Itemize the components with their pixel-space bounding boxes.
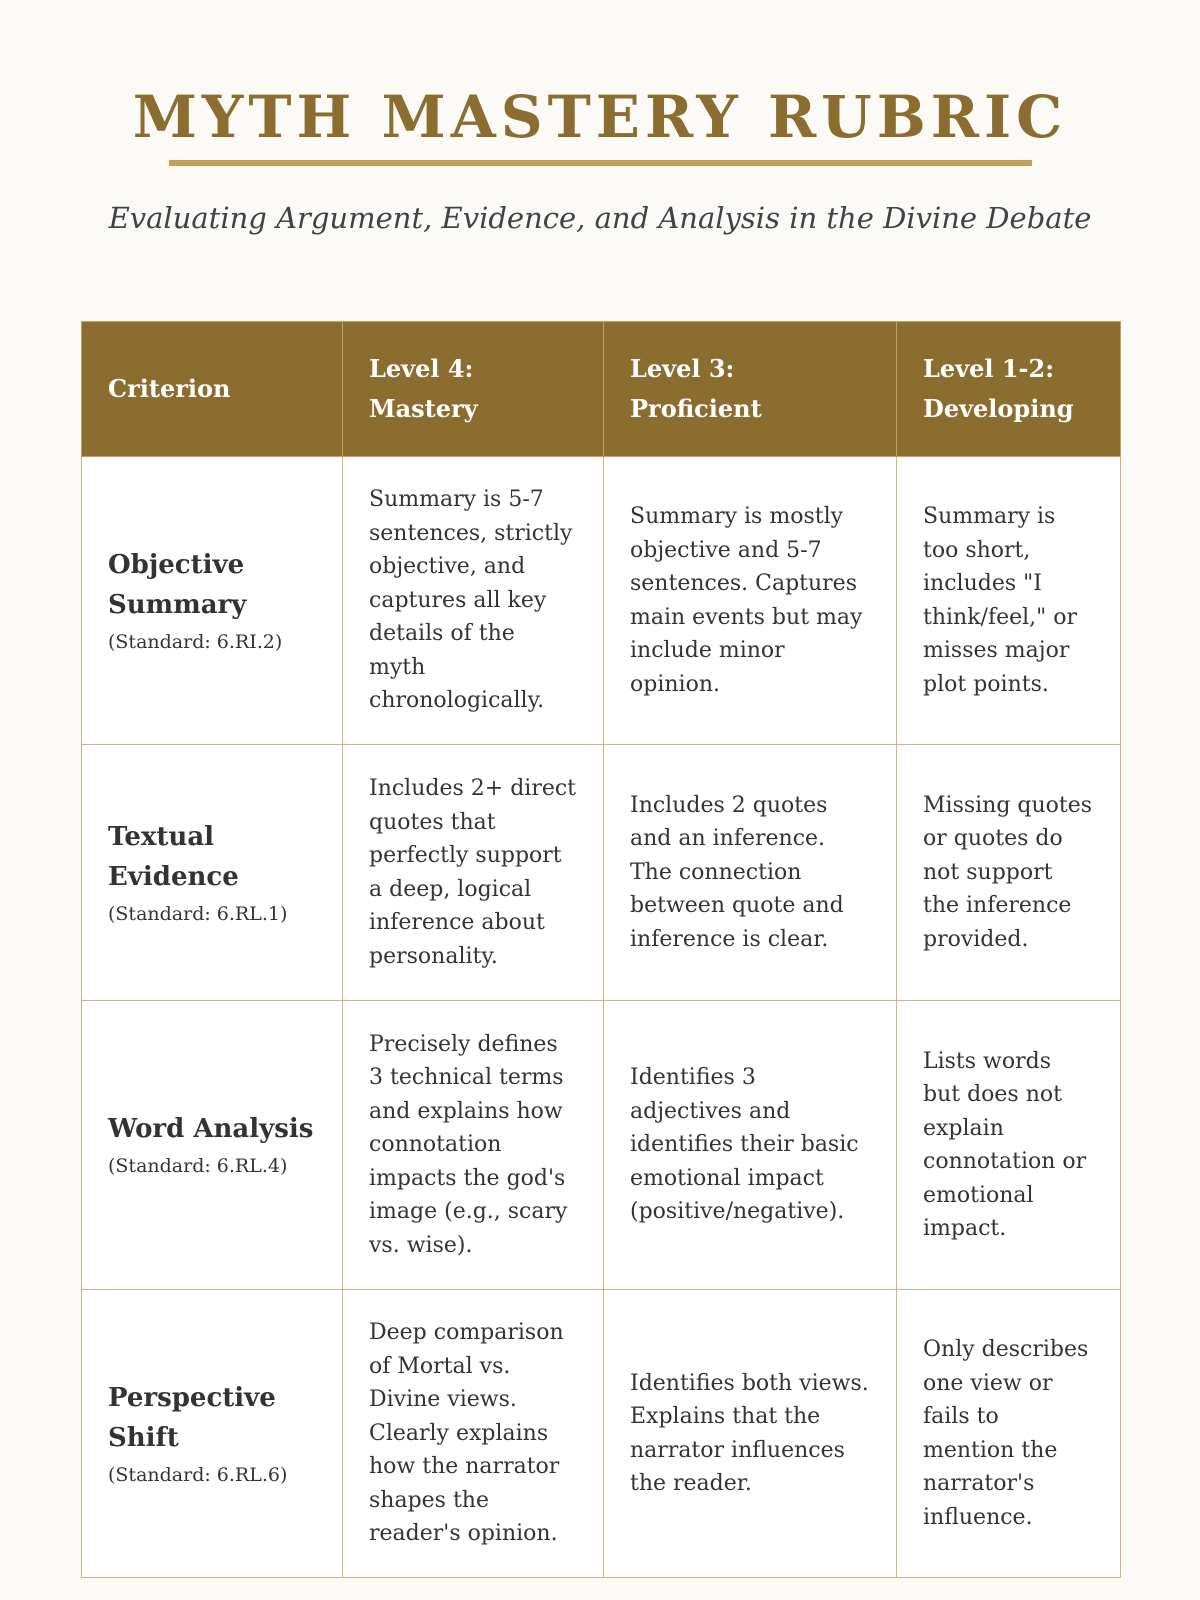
rubric-table bbox=[81, 321, 1121, 1578]
criterion-standard: (Standard: 6.RL.4) bbox=[108, 1155, 288, 1177]
header-row bbox=[82, 322, 1121, 457]
header-criterion bbox=[82, 322, 343, 457]
level-4-cell: Precisely defines 3 technical terms and explains how connotation impacts the god's image (e.g., scary vs. wise). bbox=[343, 1001, 604, 1290]
header-level-1-2-label: Level 1-2: bbox=[923, 354, 1055, 383]
table-row bbox=[82, 1001, 1121, 1290]
level-1-2-cell: Missing quotes or quotes do not support the inference provided. bbox=[897, 745, 1121, 1001]
level-3-cell: Identifies 3 adjectives and identifies their basic emotional impact (positive/negative). bbox=[604, 1001, 897, 1290]
criterion-cell bbox=[82, 457, 343, 745]
criterion-name: Perspective Shift bbox=[108, 1382, 276, 1453]
header-level-3-name: Proficient bbox=[630, 394, 762, 423]
page-title: MYTH MASTERY RUBRIC bbox=[132, 83, 1068, 151]
criterion-standard: (Standard: 6.RI.2) bbox=[108, 630, 283, 653]
header-level-4-label: Level 4: bbox=[369, 354, 474, 383]
level-1-2-cell: Only describes one view or fails to mention the narrator's influence. bbox=[897, 1290, 1121, 1578]
header-level-3-label: Level 3: bbox=[630, 354, 735, 383]
level-4-cell: Summary is 5-7 sentences, strictly objective, and captures all key details of the myth chronologically. bbox=[343, 457, 604, 745]
page-subtitle: Evaluating Argument, Evidence, and Analysis in the Divine Debate bbox=[108, 201, 1092, 235]
criterion-standard: (Standard: 6.RL.6) bbox=[108, 1463, 288, 1486]
rubric-header bbox=[82, 322, 1121, 457]
header-level-3 bbox=[604, 322, 897, 457]
table-row bbox=[82, 457, 1121, 745]
level-3-cell: Includes 2 quotes and an inference. The connection between quote and inference is clear. bbox=[604, 745, 897, 1001]
table-row bbox=[82, 1290, 1121, 1578]
criterion-standard: (Standard: 6.RL.1) bbox=[108, 902, 288, 925]
rubric-body bbox=[82, 457, 1121, 1578]
criterion-name: Textual Evidence bbox=[108, 821, 239, 892]
level-3-cell: Summary is mostly objective and 5-7 sentences. Captures main events but may include minor opinion. bbox=[604, 457, 897, 745]
header-level-1-2 bbox=[897, 322, 1121, 457]
header-level-1-2-name: Developing bbox=[923, 394, 1074, 423]
level-1-2-cell: Summary is too short, includes "I think/feel," or misses major plot points. bbox=[897, 457, 1121, 745]
criterion-cell bbox=[82, 1290, 343, 1578]
header-level-4-name: Mastery bbox=[369, 394, 478, 423]
criterion-name: Objective Summary bbox=[108, 549, 247, 620]
table-row bbox=[82, 745, 1121, 1001]
level-4-cell: Includes 2+ direct quotes that perfectly support a deep, logical inference about personality. bbox=[343, 745, 604, 1001]
criterion-cell bbox=[82, 745, 343, 1001]
title-divider bbox=[169, 160, 1032, 166]
level-3-cell: Identifies both views. Explains that the narrator influences the reader. bbox=[604, 1290, 897, 1578]
level-4-cell: Deep comparison of Mortal vs. Divine views. Clearly explains how the narrator shapes the reader's opinion. bbox=[343, 1290, 604, 1578]
level-1-2-cell: Lists words but does not explain connotation or emotional impact. bbox=[897, 1001, 1121, 1290]
header-criterion-label: Criterion bbox=[108, 374, 231, 403]
header-level-4 bbox=[343, 322, 604, 457]
criterion-name: Word Analysis bbox=[108, 1114, 314, 1144]
criterion-cell bbox=[82, 1001, 343, 1290]
